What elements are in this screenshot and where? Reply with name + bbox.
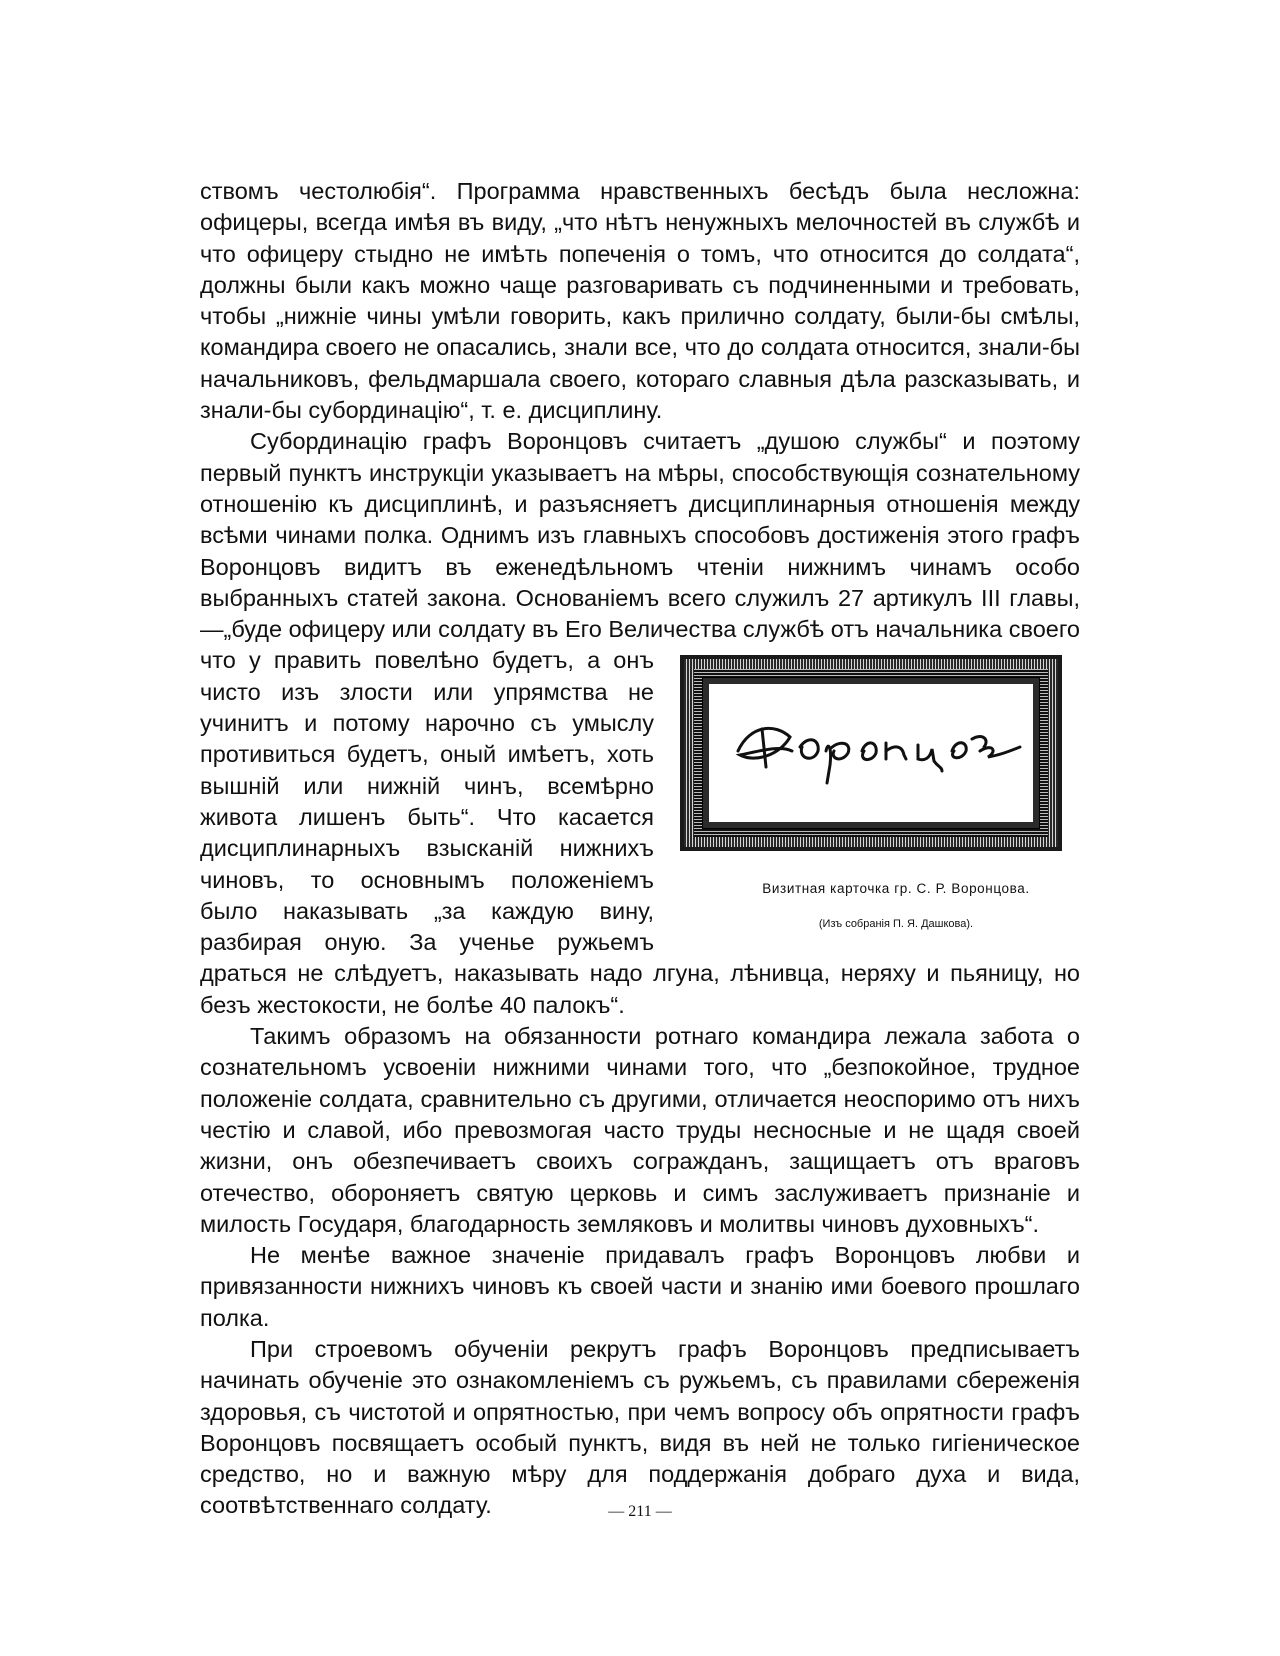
- paragraph-4: Не менѣе важное значеніе придавалъ графъ Воронцовъ любви и привязанности нижнихъ чиновъ къ своей части и знанію ими боевого прошлаго полка.: [200, 1242, 1080, 1331]
- signature-stroke: [918, 745, 942, 771]
- paragraph-3: Такимъ образомъ на обязанности ротнаго командира лежала забота о сознательномъ усвоеніи нижними чинами того, что „безпокойное, трудное положеніе солдата, сравнительно съ другими, отличается неоспоримо отъ нихъ честію и славой, ибо превозмогая часто труды несносные и не щадя своей жизни, онъ обезпечиваетъ своихъ согражданъ, защищаетъ отъ враговъ отечество, обороняетъ святую церковь и симъ заслуживаетъ признаніе и милость Государя, благодарность земляковъ и молитвы чиновъ духовныхъ“.: [200, 1023, 1080, 1237]
- paragraph-5: При строевомъ обученіи рекрутъ графъ Воронцовъ предписываетъ начинать обученіе это ознакомленіемъ съ ружьемъ, съ правилами сбереженія здоровья, съ чистотой и опрятностью, при чемъ вопросу объ опрятности графъ Воронцовъ посвящаетъ особый пунктъ, видя въ ней не только гигіеническое средство, но и важную мѣру для поддержанія добраго духа и вида, соотвѣтственнаго солдату.: [200, 1335, 1080, 1519]
- signature-stroke: [952, 737, 986, 758]
- visiting-card-figure: [680, 655, 1080, 940]
- paragraph-2-intro: [200, 426, 1080, 1021]
- page-number: — 211 —: [608, 1503, 672, 1520]
- handwritten-signature: [680, 655, 1062, 851]
- paragraph-2-text: Субординацію графъ Воронцовъ считаетъ „душою службы“ и поэтому первый пунктъ инструкціи указываетъ на мѣры, способствующія сознательному отношенію къ дисциплинѣ, и разъясняетъ дисциплинарныя отношенія между всѣми чинами полка. Однимъ изъ главныхъ способовъ достиженія этого графъ Воронцовъ видитъ въ еженедѣльномъ чтеніи нижнимъ чинамъ особо выбранныхъ статей закона. Основаніемъ всего служилъ 27 артикулъ III главы,—„буде офицеру или солдату въ Его Величества службѣ отъ начальника своего что у: [200, 428, 1080, 674]
- signature-stroke: [800, 740, 818, 758]
- paragraph-1: ствомъ честолюбія“. Программа нравственныхъ бесѣдъ была несложна: офицеры, всегда имѣя въ виду, „что нѣтъ ненужныхъ мелочностей въ службѣ и что офицеру стыдно не имѣть попеченія о томъ, что относится до солдата“, должны были какъ можно чаще разговаривать съ подчиненными и требовать, чтобы „нижніе чины умѣли говорить, какъ прилично солдату, были-бы смѣлы, командира своего не опасались, знали все, что до солдата относится, знали-бы начальниковъ, фельдмаршала своего, котораго славныя дѣла разсказывать, и знали-бы субординацію“, т. е. дисциплину.: [200, 178, 1080, 424]
- signature-stroke: [826, 747, 831, 784]
- figure-caption: Визитная карточка гр. С. Р. Воронцова.: [762, 881, 1030, 897]
- page-body: [200, 176, 1080, 1522]
- signature-stroke: [886, 743, 906, 759]
- paragraph-2-continued: править повелѣно будетъ, а онъ чисто изъ злости или упрямства не учинитъ и потому нарочно съ умыслу противиться будетъ, оный имѣетъ, хоть вышній или нижній чинъ, всемѣрно живота лишенъ быть“. Что касается дисциплинарныхъ взысканій нижнихъ чиновъ, то основнымъ положеніемъ было наказывать „за каждую вину, разбирая оную. За ученье ружьемъ драться не слѣдуетъ, наказывать надо лгуна, лѣнивца, неряху и пьяницу, но безъ жестокости, не болѣе 40 палокъ“.: [200, 647, 1080, 1018]
- signature-stroke: [762, 729, 766, 767]
- figure-source: (Изъ собранія П. Я. Дашкова).: [818, 917, 974, 930]
- signature-stroke: [862, 743, 876, 760]
- visiting-card-image: [680, 655, 1062, 851]
- signature-stroke: [980, 747, 1020, 757]
- signature-stroke: [830, 744, 849, 760]
